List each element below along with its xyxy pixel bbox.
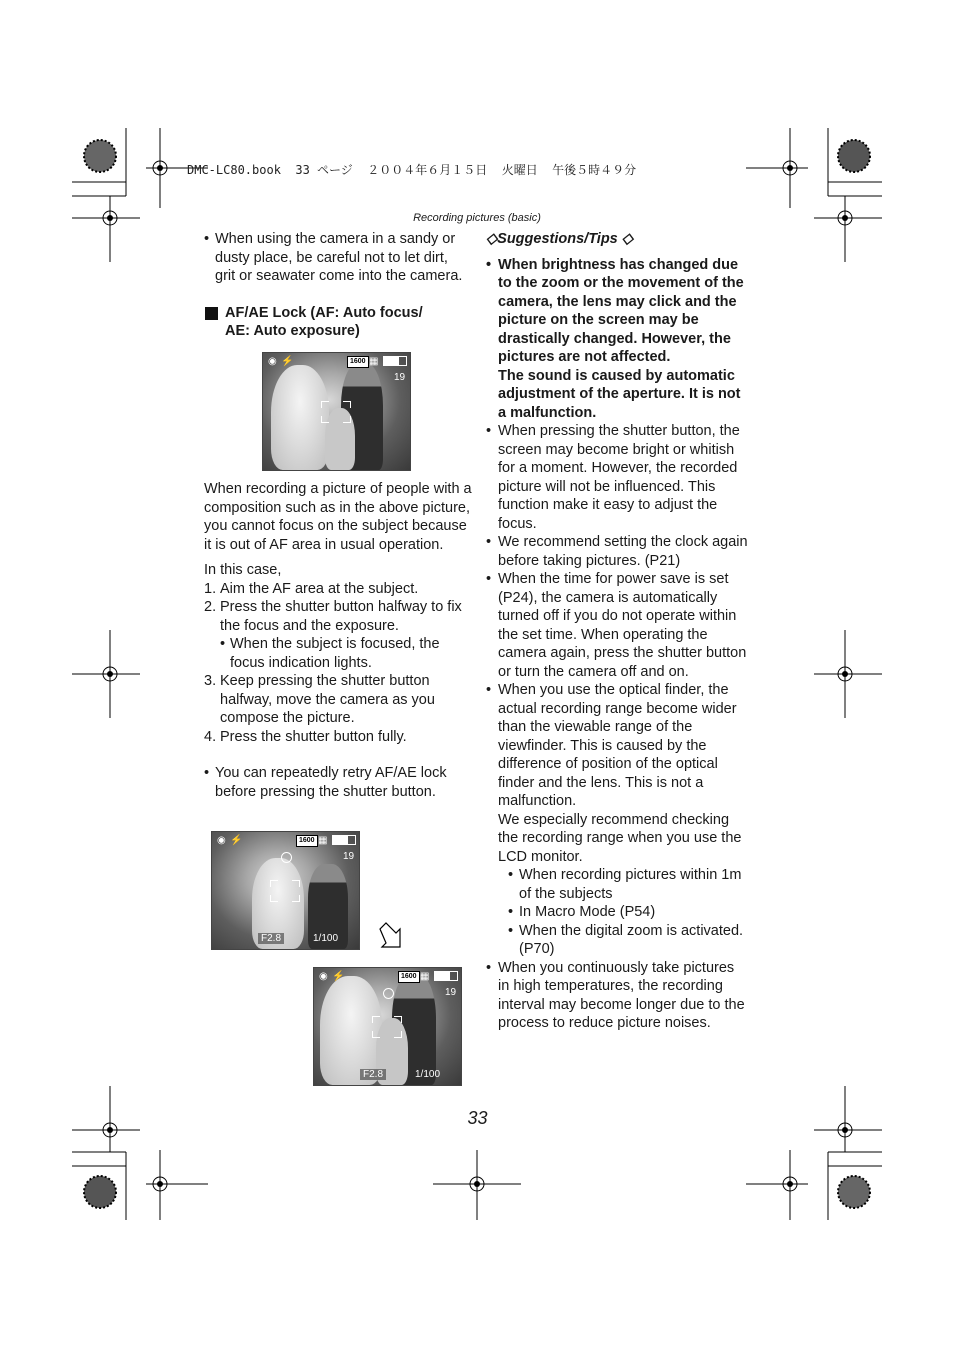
af-ae-lock-heading: AF/AE Lock (AF: Auto focus/ AE: Auto exposure) xyxy=(204,304,472,341)
iso-indicator: 1600 xyxy=(347,356,369,368)
page-number: 33 xyxy=(467,1108,488,1128)
camera-mode-icon: ◉ xyxy=(268,356,277,367)
composition-paragraph: When recording a picture of people with a composition such as in the above picture, you cannot focus on the subject because it is out of AF area in usual operation. xyxy=(204,481,472,553)
shots-remaining: 19 xyxy=(394,372,406,383)
shots-remaining: 19 xyxy=(343,851,355,862)
quality-icon: ▦ xyxy=(318,835,328,846)
lcd-screen-1 xyxy=(262,352,411,471)
shutter-speed: 1/100 xyxy=(415,1069,441,1080)
finder-sub-3: • When the digital zoom is activated. (P70) xyxy=(486,922,748,959)
flash-off-icon: ⚡ xyxy=(230,835,243,846)
lcd-screen-3 xyxy=(313,967,462,1086)
camera-mode-icon: ◉ xyxy=(217,835,226,846)
file-header-line: DMC-LC80.book 33 ページ ２００４年６月１５日 火曜日 午後５時４９分 xyxy=(187,163,637,177)
battery-icon xyxy=(332,835,356,845)
tip-power-save: • When the time for power save is set (P24), the camera is automatically turned off if you do not operate within the set time. When operating the camera again, press the shutter button or turn the camera off and on. xyxy=(486,570,748,681)
tip-brightness: • When brightness has changed due to the zoom or the movement of the camera, the lens may click and the picture on the screen may be drastically changed. However, the pictures are not affected. The sound is caused by automatic adjustment of the aperture. It is not a malfunction. xyxy=(486,256,748,423)
tip-shutter: • When pressing the shutter button, the screen may become bright or whitish for a moment. However, the recorded picture will not be influenced. This function make it easy to adjust the focus. xyxy=(486,422,748,533)
shutter-speed: 1/100 xyxy=(313,933,339,944)
step-3: 3. Keep pressing the shutter button halfway, move the camera as you compose the picture. xyxy=(204,673,435,726)
step-4: 4. Press the shutter button fully. xyxy=(204,728,407,745)
shots-remaining: 19 xyxy=(445,987,457,998)
iso-indicator: 1600 xyxy=(296,835,318,847)
battery-icon xyxy=(383,356,407,366)
left-column-body xyxy=(204,480,472,801)
step-2: 2. Press the shutter button halfway to fix the focus and the exposure. xyxy=(204,599,462,634)
camera-mode-icon: ◉ xyxy=(319,971,328,982)
aperture-value: F2.8 xyxy=(360,1069,386,1080)
tips-heading: ◇Suggestions/Tips ◇ xyxy=(486,231,633,247)
step-1: 1. Aim the AF area at the subject. xyxy=(204,580,419,597)
focus-indicator-icon xyxy=(383,988,394,999)
aperture-value: F2.8 xyxy=(258,933,284,944)
quality-icon: ▦ xyxy=(420,971,430,982)
tip-high-temperature: • When you continuously take pictures in high temperatures, the recording interval may become longer due to the process to reduce picture noises. xyxy=(486,959,748,1033)
focus-indicator-icon xyxy=(281,852,292,863)
battery-icon xyxy=(434,971,458,981)
quality-icon: ▦ xyxy=(369,356,379,367)
af-area-frame xyxy=(372,1016,402,1038)
finder-sub-2: • In Macro Mode (P54) xyxy=(486,903,748,922)
left-column xyxy=(204,230,472,341)
flash-off-icon: ⚡ xyxy=(281,356,294,367)
tip-optical-finder: • When you use the optical finder, the actual recording range become wider than the viewable range of the viewfinder. This is caused by the difference of position of the optical finder and the lens. This is not a malfunction. We especially recommend checking the recording range when you use the LCD monitor. xyxy=(486,681,748,866)
sand-warning: • When using the camera in a sandy or dusty place, be careful not to let dirt, grit or seawater come into the camera. xyxy=(204,230,472,286)
arrow-down-right-icon xyxy=(376,921,406,951)
retry-note: • You can repeatedly retry AF/AE lock before pressing the shutter button. xyxy=(204,764,472,801)
right-column xyxy=(486,230,748,1033)
in-this-case: In this case, xyxy=(204,562,282,578)
tip-clock: • We recommend setting the clock again before taking pictures. (P21) xyxy=(486,533,748,570)
iso-indicator: 1600 xyxy=(398,971,420,983)
lcd-screen-2 xyxy=(211,831,360,950)
finder-sub-1: • When recording pictures within 1m of the subjects xyxy=(486,866,748,903)
af-area-frame xyxy=(321,401,351,423)
af-area-frame xyxy=(270,880,300,902)
black-square-icon xyxy=(205,307,218,320)
flash-off-icon: ⚡ xyxy=(332,971,345,982)
step-2-note: • When the subject is focused, the focus indication lights. xyxy=(204,635,472,672)
running-title: Recording pictures (basic) xyxy=(413,212,541,224)
